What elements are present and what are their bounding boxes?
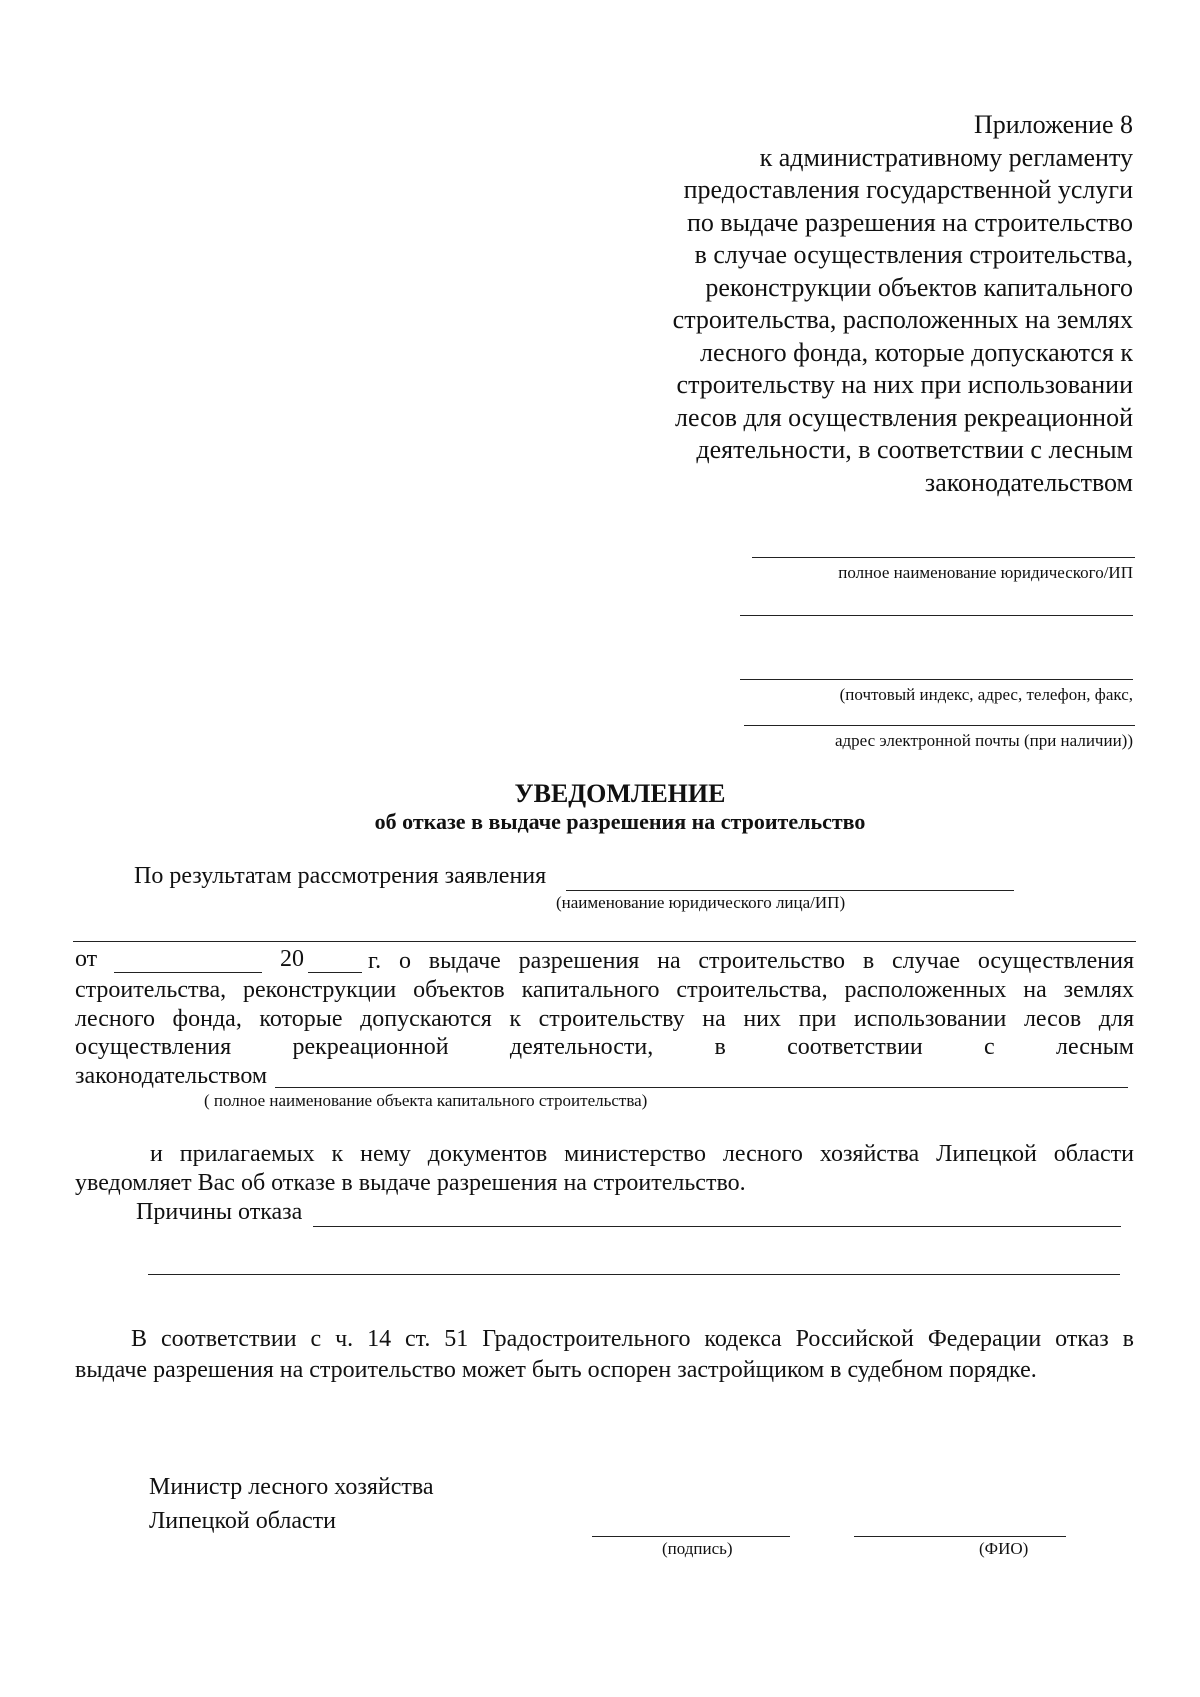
appendix-line: строительства, расположенных на землях bbox=[672, 305, 1133, 334]
reasons-field-line-2[interactable] bbox=[148, 1274, 1120, 1275]
addressee-email-caption: адрес электронной почты (при наличии)) bbox=[834, 731, 1133, 750]
appendix-line: реконструкции объектов капитального bbox=[705, 272, 1133, 302]
reasons-label: Причины отказа bbox=[136, 1199, 303, 1225]
full-name-caption: (ФИО) bbox=[979, 1539, 1029, 1558]
from-label: от bbox=[75, 946, 98, 972]
paragraph-line: г. о выдаче разрешения на строительство в случае осуществления bbox=[368, 948, 1134, 974]
appendix-line: строительству на них при использовании bbox=[676, 370, 1133, 399]
paragraph-line: строительства, реконструкции объектов капитального строительства, расположенных на землях bbox=[75, 977, 1134, 1003]
paragraph-line: осуществления рекреационной деятельности, в соответствии с лесным bbox=[75, 1034, 1134, 1060]
date-field-line[interactable] bbox=[114, 972, 262, 973]
year-field-line[interactable] bbox=[308, 972, 362, 973]
addressee-name-caption: полное наименование юридического/ИП bbox=[838, 563, 1133, 582]
paragraph-line: лесного фонда, которые допускаются к строительству на них при использовании лесов для bbox=[75, 1006, 1134, 1032]
paragraph-line: законодательством bbox=[75, 1063, 268, 1089]
appendix-line: по выдаче разрешения на строительство bbox=[686, 207, 1133, 237]
review-text: По результатам рассмотрения заявления bbox=[134, 863, 547, 889]
addressee-name-field-line-2[interactable] bbox=[740, 615, 1133, 616]
appendix-line: законодательством bbox=[924, 467, 1133, 497]
appendix-line: Приложение 8 bbox=[973, 110, 1133, 139]
applicant-field-line[interactable] bbox=[566, 890, 1014, 891]
signatory-position: Министр лесного хозяйства bbox=[149, 1474, 434, 1500]
documents-line: и прилагаемых к нему документов министерство лесного хозяйства Липецкой области bbox=[150, 1141, 1134, 1167]
signature-field-line[interactable] bbox=[592, 1536, 790, 1537]
applicant-field-line-2[interactable] bbox=[73, 941, 1136, 942]
appeal-line: В соответствии с ч. 14 ст. 51 Градостроительного кодекса Российской Федерации отказ в bbox=[131, 1326, 1134, 1352]
documents-line: уведомляет Вас об отказе в выдаче разрешения на строительство. bbox=[75, 1170, 746, 1196]
object-name-caption: ( полное наименование объекта капитального строительства) bbox=[204, 1091, 648, 1110]
addressee-address-field-line-2[interactable] bbox=[744, 725, 1135, 726]
applicant-caption: (наименование юридического лица/ИП) bbox=[556, 893, 846, 912]
signature-caption: (подпись) bbox=[662, 1539, 733, 1558]
appendix-line: предоставления государственной услуги bbox=[683, 175, 1133, 204]
full-name-field-line[interactable] bbox=[854, 1536, 1066, 1537]
addressee-name-field-line[interactable] bbox=[752, 557, 1135, 558]
reasons-field-line[interactable] bbox=[313, 1226, 1121, 1227]
addressee-address-field-line[interactable] bbox=[740, 679, 1133, 680]
appendix-line: к административному регламенту bbox=[759, 142, 1133, 172]
year-prefix: 20 bbox=[280, 946, 304, 972]
signatory-region: Липецкой области bbox=[149, 1508, 336, 1534]
appendix-line: лесов для осуществления рекреационной bbox=[675, 402, 1133, 432]
appeal-line: выдаче разрешения на строительство может быть оспорен застройщиком в судебном порядке. bbox=[75, 1357, 1037, 1383]
addressee-address-caption: (почтовый индекс, адрес, телефон, факс, bbox=[839, 685, 1133, 704]
document-subtitle: об отказе в выдаче разрешения на строительство bbox=[374, 809, 866, 834]
appendix-line: лесного фонда, которые допускаются к bbox=[699, 337, 1133, 367]
object-name-field-line[interactable] bbox=[275, 1087, 1128, 1088]
document-title: УВЕДОМЛЕНИЕ bbox=[514, 779, 726, 808]
appendix-line: в случае осуществления строительства, bbox=[694, 240, 1133, 269]
appendix-line: деятельности, в соответствии с лесным bbox=[696, 435, 1133, 464]
appendix-block bbox=[573, 109, 1133, 499]
